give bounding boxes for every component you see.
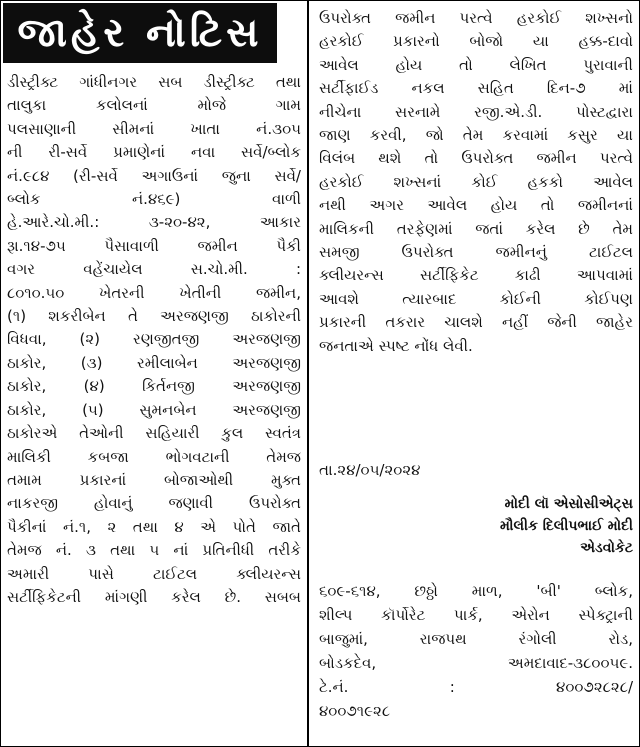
text-line: પ્રકારની તકરાર ચાલશે નહીં જેની જાહેર xyxy=(319,313,633,332)
text-line: ઠાકોર, (૩) રમીલાબેન અરજણજી xyxy=(7,353,301,372)
text-line: આવેલ હોય તો લેખિત પુરાવાની xyxy=(319,55,633,74)
text-line: અમારી પાસે ટાઈટલ ક્લીયરન્સ xyxy=(7,564,301,583)
text-line: ડીસ્ટ્રીક્ટ ગાંધીનગર સબ ડીસ્ટ્રીક્ટ તથા xyxy=(7,73,301,91)
notice-title: જાહેર નોટિસ xyxy=(3,3,277,63)
text-line: ઉપરોક્ત જમીન પરત્વે હરકોઈ શખ્સનો xyxy=(319,9,633,27)
address-line: બાજુમાં, રાજપથ રંગોલી રોડ, xyxy=(319,630,633,648)
advocate-block xyxy=(500,493,633,559)
text-line: હરકોઈ પ્રકારનો બોજો યા હક્ક-દાવો xyxy=(319,32,633,51)
text-line: રૂા.૧૪-૭૫ પૈસાવાળી જમીન પૈકી xyxy=(7,236,301,255)
left-column xyxy=(1,1,305,746)
notice-date: તા.૨૪/૦૫/૨૦૨૪ xyxy=(319,461,421,479)
right-column xyxy=(319,7,633,720)
text-line: બ્લોક નં.૪૬૯) વાળી xyxy=(7,190,301,209)
text-line: ઠાકોર, (૫) સુમનબેન અરજણજી xyxy=(7,400,301,419)
text-line: માલિકી કબજા ભોગવટાની તેમજ xyxy=(7,447,301,466)
address-line: શીલ્પ કૉર્પોરેટ પાર્ક, એરોન સ્પેક્ટ્રાની xyxy=(319,606,633,624)
text-line: ઠાકોર, (૪) કિર્તનજી અરજણજી xyxy=(7,377,301,396)
text-line: હરકોઈ શખ્સનાં કોઈ હકકો આવેલ xyxy=(319,172,633,191)
text-line: ક્લીયરન્સ સર્ટીફિકેટ કાઢી આપવામાં xyxy=(319,266,633,285)
text-line: સર્ટીફિકેટની માંગણી કરેલ છે. સબબ xyxy=(7,587,301,606)
text-line: જાણ કરવી, જો તેમ કરવામાં કસુર યા xyxy=(319,126,633,145)
text-line: તાલુકા કલોલનાં મોજે ગામ xyxy=(7,96,301,115)
text-line: તેમજ નં. ૩ તથા ૫ નાં પ્રતિનીધી તરીકે xyxy=(7,541,301,560)
text-line: ૮૦૧૦.૫૦ ખેતરની ખેતીની જમીન, xyxy=(7,283,301,302)
advocate-designation: એડવોકેટ xyxy=(580,540,633,556)
text-line: માલિકની તરફેણમાં જતાં કરેલ છે તેમ xyxy=(319,219,633,238)
text-line: ઠાકોરએ તેઓની સહિયારી કુલ સ્વતંત્ર xyxy=(7,424,301,443)
text-line: પૈકીનાં નં.૧, ૨ તથા ૪ એ પોતે જાતે xyxy=(7,517,301,536)
address-block xyxy=(319,579,633,723)
text-line: સર્ટીફાઈડ નકલ સહિત દિન-૭ માં xyxy=(319,79,633,98)
text-line: વગર વહેંચાયેલ સ.ચો.મી. : xyxy=(7,260,301,279)
right-body-text xyxy=(319,7,633,358)
text-line: વિલંબ થશે તો ઉપરોક્ત જમીન પરત્વે xyxy=(319,149,633,168)
address-line: ૬૦૯-૬૧૪, છઠ્ઠો માળ, 'બી' બ્લોક, xyxy=(319,582,633,600)
advocate-name: મૌલીક દિલીપભાઈ મોદી xyxy=(499,518,633,534)
firm-name: મોદી લૉ એસોસીએટ્સ xyxy=(504,496,633,512)
text-line: આવશે ત્યારબાદ કોઈની કોઈપણ xyxy=(319,289,633,308)
left-body-text xyxy=(7,71,301,609)
text-line: સમજી ઉપરોક્ત જમીનનું ટાઈટલ xyxy=(319,243,633,262)
text-line: નં.૯૮૪ (રી-સર્વે અગાઉનાં જુના સર્વે/ xyxy=(7,166,301,185)
text-line: હે.આરે.ચો.મી.: ૩-૨૦-૪૨, આકાર xyxy=(7,213,301,232)
column-divider xyxy=(307,1,309,746)
text-line: તમામ પ્રકારનાં બોજાઓથી મુક્ત xyxy=(7,470,301,489)
text-line: ની રી-સર્વે પ્રમાણેનાં નવા સર્વે/બ્લોક xyxy=(7,143,301,162)
text-line: વિધવા, (૨) રણજીતજી અરજણજી xyxy=(7,330,301,349)
text-line: પલસાણાની સીમનાં ખાતા નં.૩૦૫ xyxy=(7,119,301,138)
text-line: નથી અગર આવેલ હોય તો જમીનનાં xyxy=(319,196,633,215)
address-line: બોડકદેવ, અમદાવાદ-૩૮૦૦૫૯. xyxy=(319,654,633,672)
text-line: નાકરજી હોવાનું જણાવી ઉપરોક્ત xyxy=(7,494,301,513)
address-line: ટે.નં. : ૪૦૦૭૨૮૨૮/ xyxy=(319,678,633,696)
text-line: જનતાએ સ્પષ્ટ નોંધ લેવી. xyxy=(319,336,473,355)
text-line: નીચેના સરનામે રજી.એ.ડી. પોસ્ટદ્વારા xyxy=(319,102,633,121)
address-line: ૪૦૦૭૧૯૨૮ xyxy=(319,702,391,720)
text-line: (૧) શકરીબેન તે અરજણજી ઠાકોરની xyxy=(7,307,301,326)
